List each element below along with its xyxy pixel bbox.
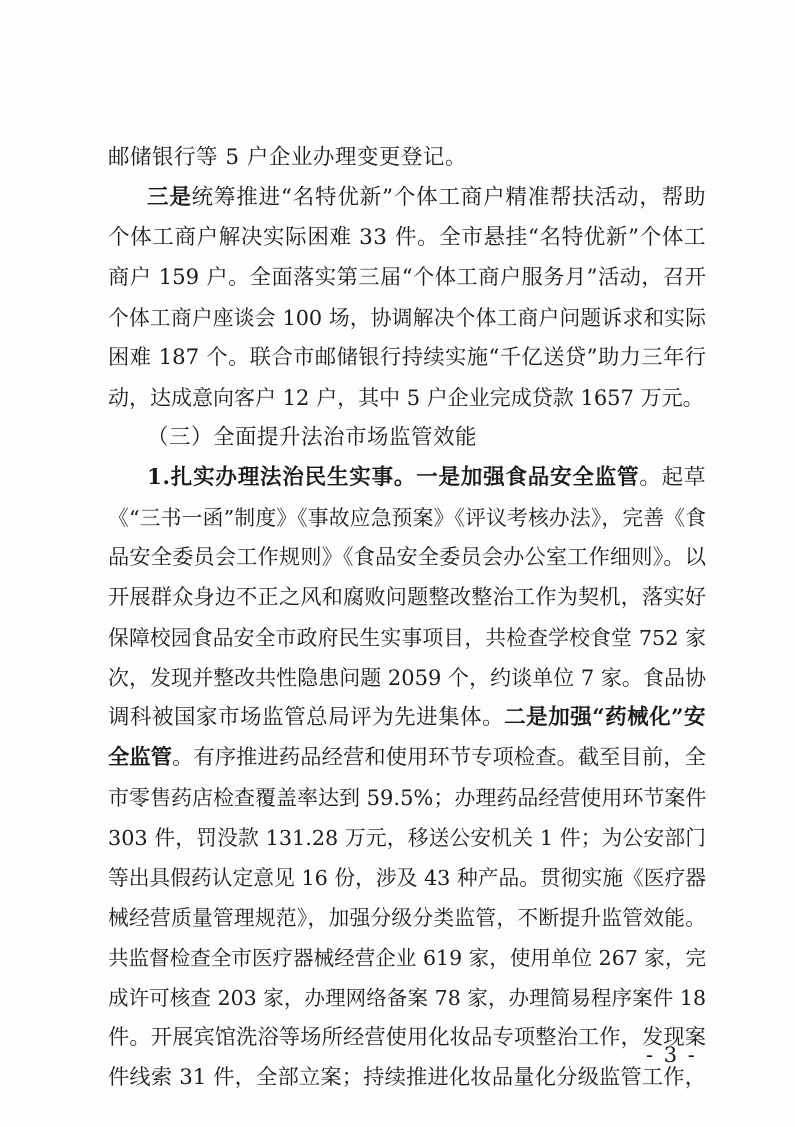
body-text-line: 件线索 31 件，全部立案；持续推进化妆品量化分级监管工作， [108, 1065, 706, 1090]
body-text-line: 保障校园食品安全市政府民生实事项目，共检查学校食堂 752 家 [108, 626, 706, 650]
body-text-line: 品安全委员会工作规则》《食品安全委员会办公室工作细则》。以 [108, 545, 706, 570]
body-text-line: 次，发现并整改共性隐患问题 2059 个，约谈单位 7 家。食品协 [108, 666, 706, 690]
body-text-line: 动，达成意向客户 12 户，其中 5 户企业完成贷款 1657 万元。 [108, 386, 704, 410]
body-text-line: 三是统筹推进“名特优新”个体工商户精准帮扶活动，帮助 [147, 185, 706, 210]
body-text-line: 开展群众身边不正之风和腐败问题整改整治工作为契机，落实好 [108, 585, 706, 610]
body-text-line: 邮储银行等 5 户企业办理变更登记。 [108, 145, 467, 170]
body-text-line: 个体工商户解决实际困难 33 件。全市悬挂“名特优新”个体工 [108, 225, 706, 250]
body-text-line: 《“三书一函”制度》《事故应急预案》《评议考核办法》，完善《食 [108, 506, 706, 530]
body-text-line: 商户 159 户。全面落实第三届“个体工商户服务月”活动，召开 [108, 265, 706, 290]
body-text-line: 成许可核查 203 家，办理网络备案 78 家，办理简易程序案件 18 [108, 986, 706, 1010]
body-text-line: 全监管。有序推进药品经营和使用环节专项检查。截至目前，全 [108, 745, 706, 770]
page-number: - 3 - [646, 1043, 697, 1067]
body-text-line: 械经营质量管理规范》，加强分级分类监管，不断提升监管效能。 [108, 906, 706, 930]
body-text-line: 件。开展宾馆洗浴等场所经营使用化妆品专项整治工作，发现案 [108, 1025, 706, 1050]
body-text-line: 市零售药店检查覆盖率达到 59.5%；办理药品经营使用环节案件 [108, 786, 707, 810]
body-text-line: 个体工商户座谈会 100 场，协调解决个体工商户问题诉求和实际 [108, 306, 706, 330]
body-text-line: 困难 187 个。联合市邮储银行持续实施“千亿送贷”助力三年行 [108, 345, 706, 370]
body-text-line: 调科被国家市场监管总局评为先进集体。二是加强“药械化”安 [108, 705, 706, 730]
body-text-line: 共监督检查全市医疗器械经营企业 619 家，使用单位 267 家，完 [108, 946, 706, 970]
body-text-line: 等出具假药认定意见 16 份，涉及 43 种产品。贯彻实施《医疗器 [108, 866, 706, 890]
section-heading: （三）全面提升法治市场监管效能 [147, 425, 478, 450]
body-text-line: 1.扎实办理法治民生实事。一是加强食品安全监管。起草 [147, 465, 706, 490]
body-text-line: 303 件，罚没款 131.28 万元，移送公安机关 1 件；为公安部门 [108, 826, 706, 850]
